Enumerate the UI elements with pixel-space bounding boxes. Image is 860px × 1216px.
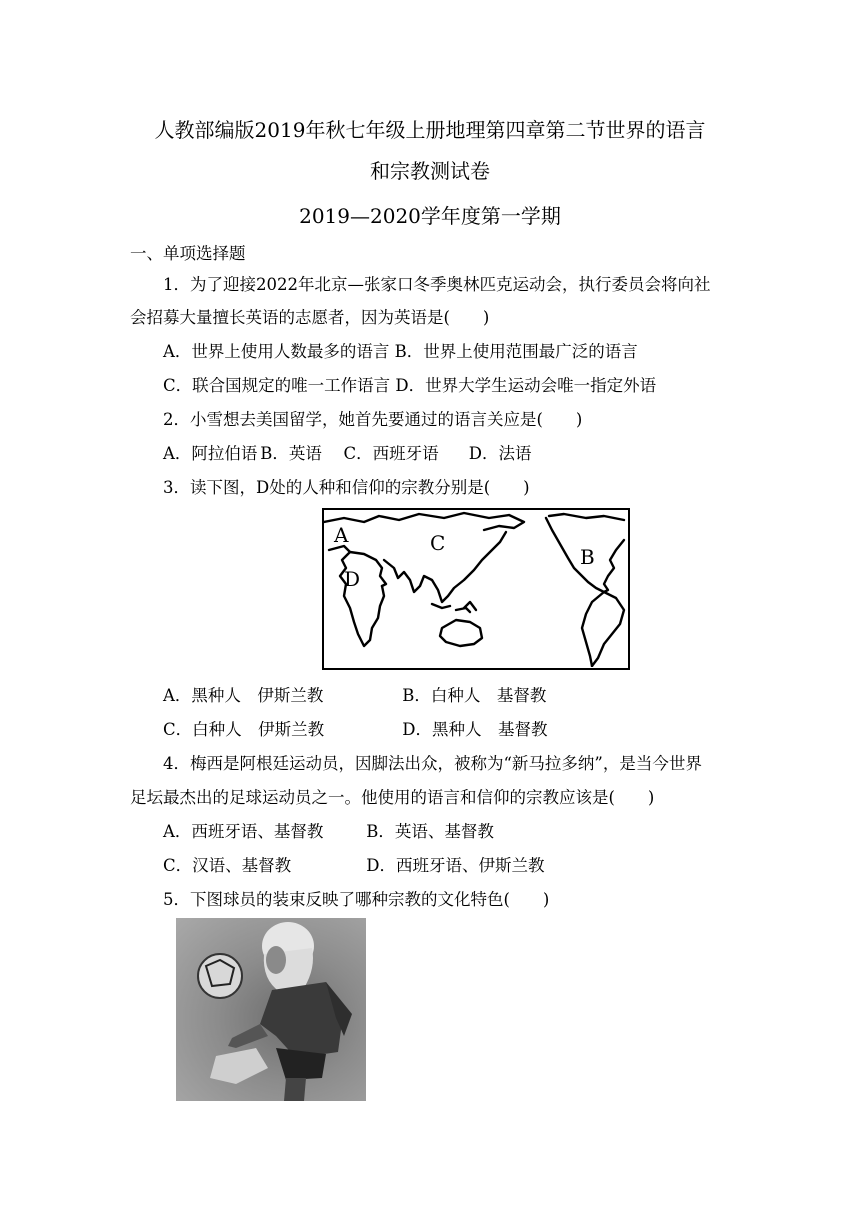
world-map-figure bbox=[322, 508, 630, 670]
q4-option-b: B．英语、基督教 bbox=[366, 822, 494, 841]
q1-option-b: B．世界上使用范围最广泛的语言 bbox=[394, 342, 638, 361]
q4-option-c: C．汉语、基督教 bbox=[163, 856, 292, 875]
player-figure bbox=[176, 918, 366, 1101]
map-label-d: D bbox=[344, 567, 361, 591]
map-label-c: C bbox=[430, 531, 446, 555]
question-1-options-row1 bbox=[163, 341, 638, 363]
question-3-options-row2 bbox=[163, 719, 547, 741]
question-1-options-row2 bbox=[163, 375, 656, 397]
document-title-line2: 和宗教测试卷 bbox=[370, 159, 490, 183]
q1-option-d: D．世界大学生运动会唯一指定外语 bbox=[395, 376, 657, 395]
document-subtitle: 2019—2020学年度第一学期 bbox=[299, 204, 561, 228]
q3-option-d: D．黑种人 基督教 bbox=[402, 720, 548, 739]
q1-option-c: C．联合国规定的唯一工作语言 bbox=[163, 376, 391, 395]
question-4-line1: 4．梅西是阿根廷运动员，因脚法出众，被称为“新马拉多纳”，是当今世界 bbox=[163, 754, 702, 773]
section-heading: 一、单项选择题 bbox=[130, 244, 246, 263]
football-player-photo bbox=[176, 918, 366, 1101]
q2-option-d: D．法语 bbox=[468, 444, 532, 463]
question-2-line1: 2．小雪想去美国留学，她首先要通过的语言关应是( ) bbox=[163, 410, 583, 429]
q3-option-a: A．黑种人 伊斯兰教 bbox=[163, 686, 324, 705]
document-title-line1: 人教部编版2019年秋七年级上册地理第四章第二节世界的语言 bbox=[154, 118, 706, 142]
world-map-outline bbox=[324, 510, 627, 667]
q3-option-c: C．白种人 伊斯兰教 bbox=[163, 720, 325, 739]
q3-option-b: B．白种人 基督教 bbox=[402, 686, 547, 705]
q2-option-a: A．阿拉伯语 bbox=[163, 444, 258, 463]
map-label-b: B bbox=[580, 545, 595, 569]
question-1-line2: 会招募大量擅长英语的志愿者，因为英语是( ) bbox=[130, 308, 490, 327]
question-4-options-row2 bbox=[163, 855, 544, 877]
q1-option-a: A．世界上使用人数最多的语言 bbox=[163, 342, 390, 361]
q4-option-d: D．西班牙语、伊斯兰教 bbox=[366, 856, 545, 875]
question-2-options bbox=[163, 443, 531, 465]
question-5-line1: 5．下图球员的装束反映了哪种宗教的文化特色( ) bbox=[163, 890, 550, 909]
question-3-line1: 3．读下图，D处的人种和信仰的宗教分别是( ) bbox=[163, 478, 530, 497]
map-label-a: A bbox=[334, 523, 349, 547]
question-4-options-row1 bbox=[163, 821, 494, 843]
question-3-options-row1 bbox=[163, 685, 546, 707]
question-4-line2: 足坛最杰出的足球运动员之一。他使用的语言和信仰的宗教应该是( ) bbox=[130, 788, 655, 807]
q2-option-c: C．西班牙语 bbox=[343, 444, 439, 463]
question-1-line1: 1．为了迎接2022年北京—张家口冬季奥林匹克运动会，执行委员会将向社 bbox=[163, 275, 711, 294]
q4-option-a: A．西班牙语、基督教 bbox=[163, 822, 324, 841]
q2-option-b: B．英语 bbox=[260, 444, 322, 463]
